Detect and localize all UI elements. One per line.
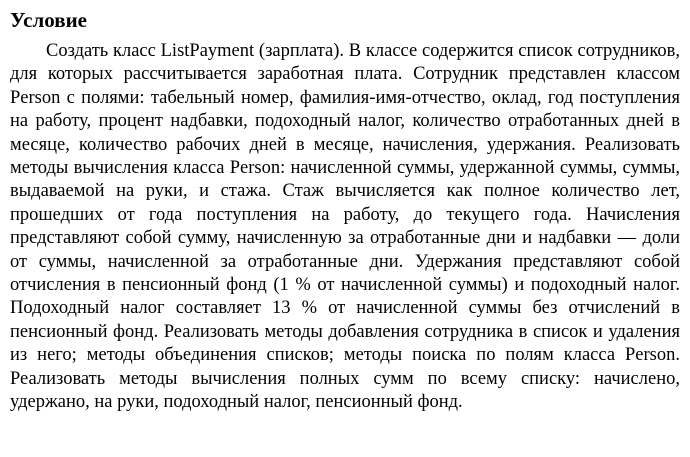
section-heading: Условие xyxy=(10,8,87,32)
task-description-paragraph: Создать класс ListPayment (зарплата). В классе содержится список сотрудников, для которых рассчитывается заработная плата. Сотрудник представлен классом Person с полями: табельный номер, фамилия-имя-отчество, оклад, год поступления на работу, процент надбавки, подоходный налог, количество отработанных дней в месяце, количество рабочих дней в месяце, начисления, удержания. Реализовать методы вычисления класса Person: начисленной суммы, удержанной суммы, суммы, выдаваемой на руки, и стажа. Стаж вычисляется как полное количество лет, прошедших от года поступления на работу, до текущего года. Начисления представляют собой сумму, начисленную за отработанные дни и надбавки — доли от суммы, начисленной за отработанные дни. Удержания представляют собой отчисления в пенсионный фонд (1 % от начисленной суммы) и подоходный налог. Подоходный налог составляет 13 % от начисленной суммы без отчислений в пенсионный фонд. Реализовать методы добавления сотрудника в список и удаления из него; методы объединения списков; методы поиска по полям класса Person. Реализовать методы вычисления полных сумм по всему списку: начислено, удержано, на руки, подоходный налог, пенсионный фонд. xyxy=(10,41,680,413)
